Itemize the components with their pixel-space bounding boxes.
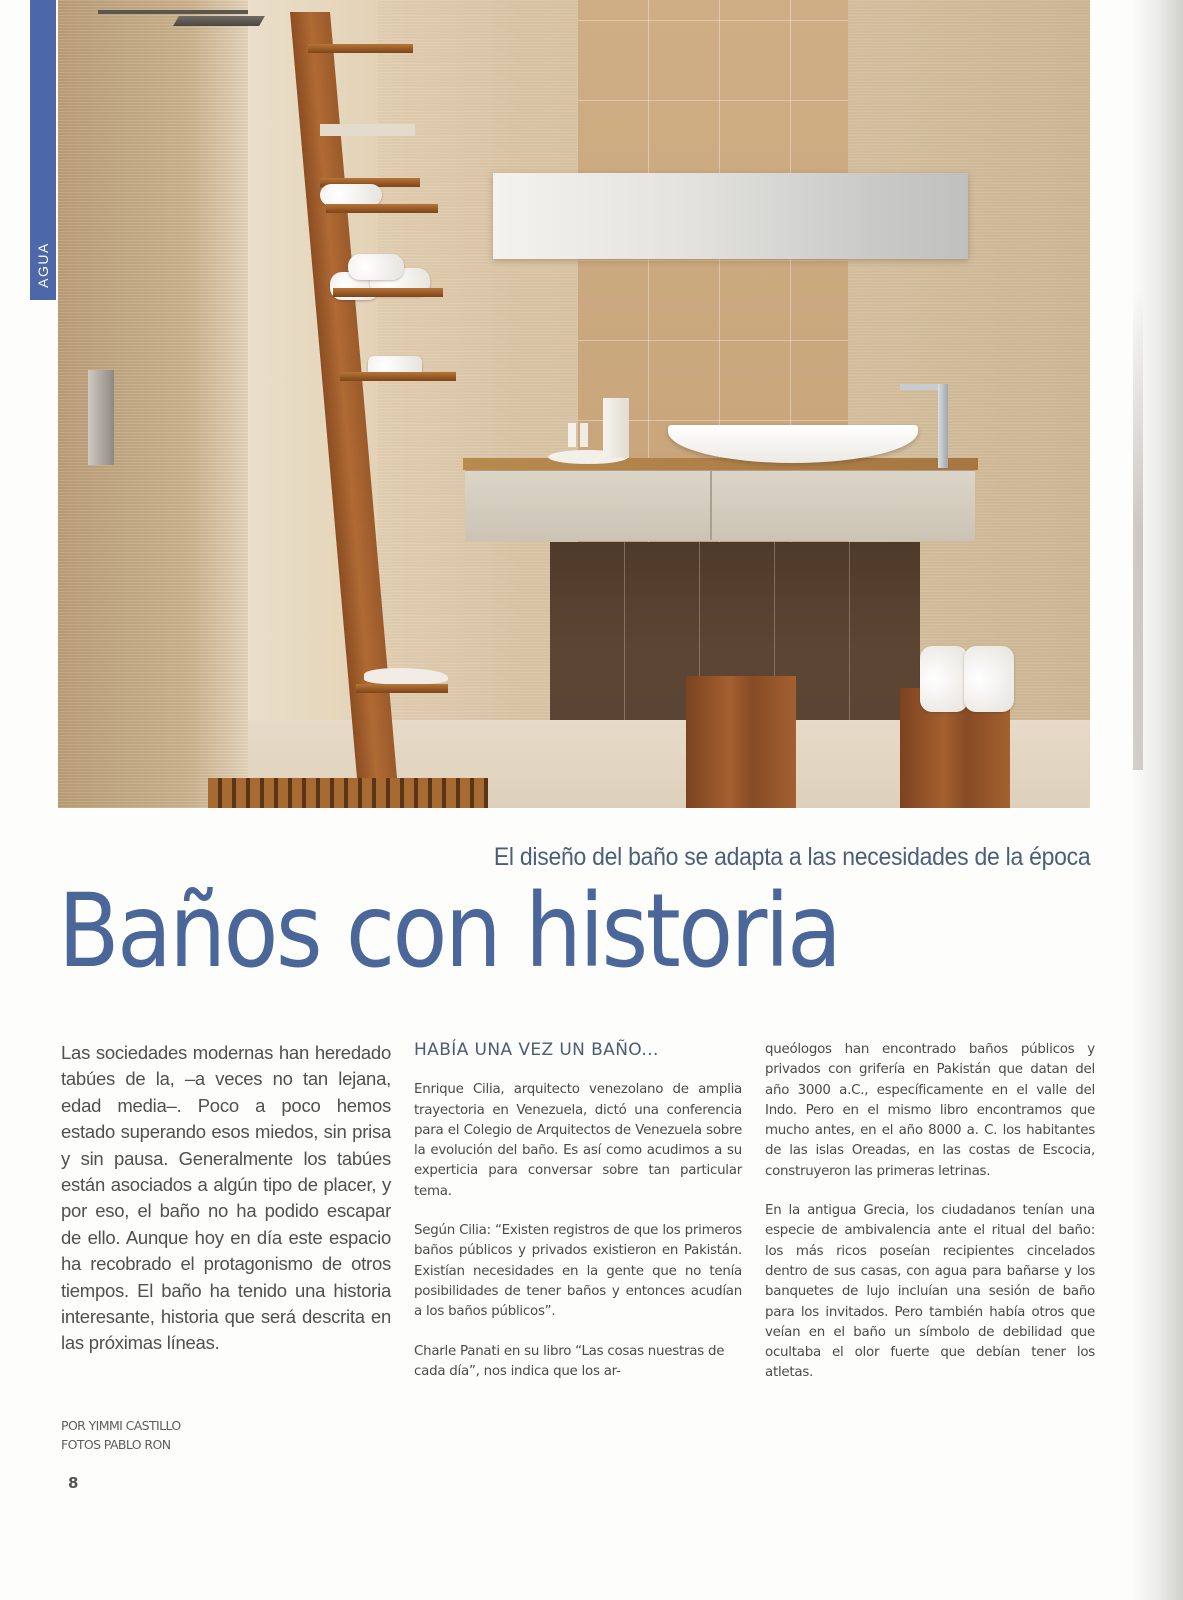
facing-page-image-edge — [1133, 290, 1143, 770]
shelf — [333, 288, 443, 297]
body-paragraph: Según Cilia: “Existen registros de que los primeros baños públicos y privados existieron en Pakistán. Existían necesidades en la gente que no tenía posibilidades de tener baños y entonces acudían a los baños públicos”. — [414, 1223, 742, 1320]
author-credit: POR YIMMI CASTILLO — [61, 1418, 181, 1433]
shower-valve — [88, 370, 114, 465]
body-paragraph: Enrique Cilia, arquitecto venezolano de amplia trayectoria en Venezuela, dictó una conferencia para el Colegio de Arquitectos de Venezuela sobre la evolución del baño. Es así como acudimos a su experticia para conversar sobre tan particular tema. — [414, 1082, 742, 1199]
section-heading: HABÍA UNA VEZ UN BAÑO... — [414, 1040, 659, 1060]
byline — [61, 1416, 181, 1454]
body-column-3 — [765, 1040, 1095, 1403]
wood-stool — [686, 676, 796, 808]
bottles — [568, 423, 576, 447]
rolled-towel — [320, 184, 382, 206]
photo-credit: FOTOS PABLO RON — [61, 1437, 171, 1452]
shelf — [340, 372, 456, 381]
mirror — [493, 173, 968, 259]
shelf — [308, 44, 413, 53]
article-title: Baños con historia — [58, 872, 840, 991]
shower-duckboard — [208, 778, 488, 808]
section-tab-label — [30, 230, 56, 300]
section-label: AGUA — [35, 242, 51, 288]
books — [320, 124, 415, 136]
body-column-2 — [414, 1040, 742, 1401]
bathroom-photo — [58, 0, 1090, 808]
facing-page-shadow — [1131, 0, 1183, 1600]
article-subhead: El diseño del baño se adapta a las necesidades de la época — [493, 843, 1090, 871]
body-paragraph: Charle Panati en su libro “Las cosas nuestras de cada día”, nos indica que los ar- — [414, 1343, 725, 1379]
rolled-towel — [348, 254, 404, 280]
intro-paragraph: Las sociedades modernas han heredado tabúes de la, –a veces no tan lejana, edad media–. Poco a poco hemos estado superando esos miedos, sin prisa y sin pausa. Generalmente los tabúes están asociados a algún tipo de placer, y por eso, el baño no ha podido escapar de ello. Aunque hoy en día este espacio ha recobrado el protagonismo de otros tiempos. El baño ha tenido una historia interesante, historia que será descrita en las próximas líneas. — [61, 1042, 391, 1354]
faucet — [938, 384, 948, 468]
vanity-drawer-split — [710, 470, 712, 540]
intro-column — [61, 1040, 391, 1357]
shower-wall — [58, 0, 248, 808]
rolled-towel — [920, 646, 968, 712]
soap-dispenser — [603, 398, 629, 458]
rolled-towel — [964, 646, 1014, 712]
shelf — [326, 204, 438, 213]
page-number: 8 — [68, 1474, 79, 1492]
shelf — [356, 684, 448, 693]
shower-head — [173, 16, 265, 26]
shower-arm — [98, 10, 248, 14]
slippers — [364, 668, 448, 684]
vanity-top — [463, 458, 978, 470]
body-paragraph: En la antigua Grecia, los ciudadanos tenían una especie de ambivalencia ante el ritual del baño: los más ricos poseían recipientes cincelados dentro de sus casas, con agua para bañarse y los banquetes de lujo incluían una sesión de baño para los invitados. Pero también había otros que veían en el baño un símbolo de debilidad que ocultaba el olor fuerte que debían tener los atletas. — [765, 1203, 1095, 1381]
body-paragraph: queólogos han encontrado baños públicos y privados con grifería en Pakistán que datan del año 3000 a.C., específicamente en el valle del Indo. Pero en el mismo libro encontramos que mucho antes, en el año 8000 a. C. los habitantes de las islas Oreadas, en las costas de Escocia, construyeron las primeras letrinas. — [765, 1042, 1095, 1179]
vanity-drawers — [465, 470, 975, 541]
